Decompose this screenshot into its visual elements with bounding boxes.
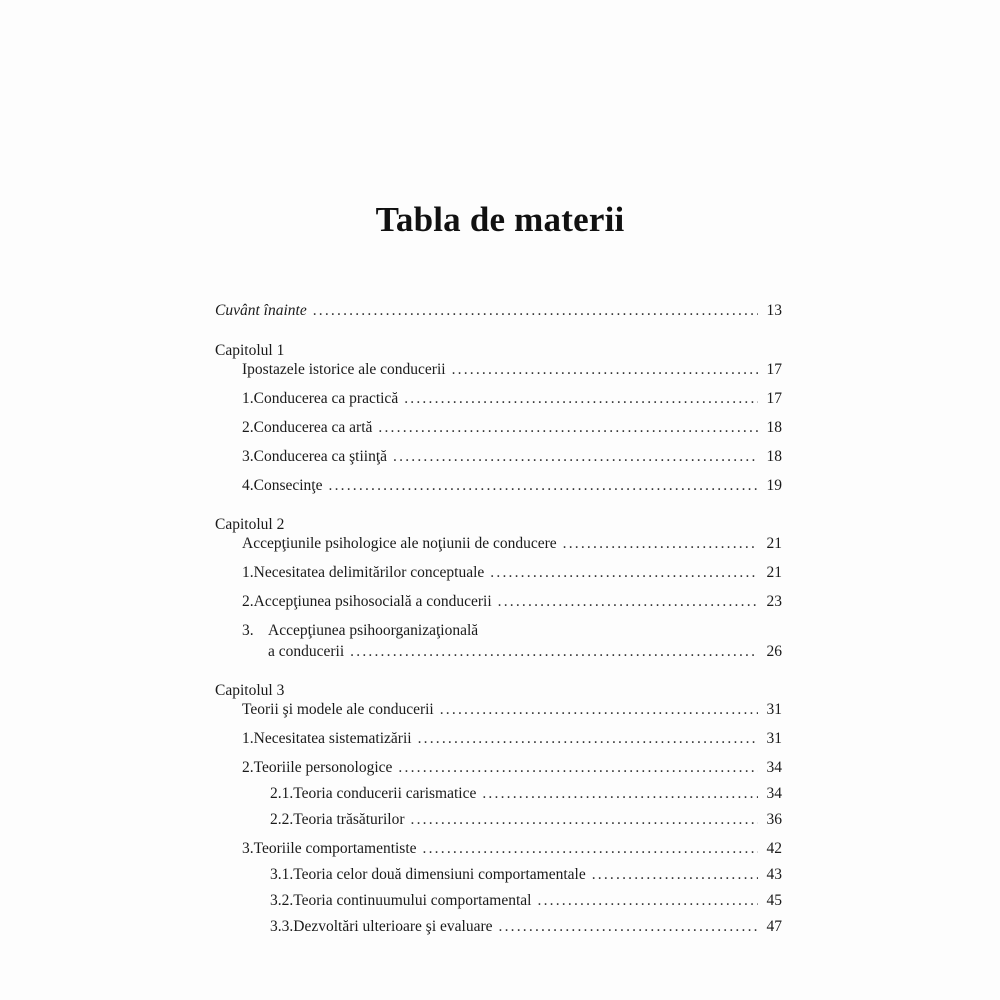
toc-entry [270, 917, 782, 937]
toc-entry-page: 34 [766, 759, 782, 776]
toc-entry-foreword [215, 301, 782, 321]
toc-entry-number: 3. [242, 622, 254, 639]
toc-entry-page: 26 [766, 643, 782, 660]
dot-leader [482, 784, 758, 804]
toc-entry [270, 865, 782, 885]
dot-leader [538, 891, 759, 911]
toc-entry-number: 2.1. [270, 785, 294, 802]
toc-entry-label: a conducerii [268, 643, 345, 660]
toc-entry-page: 31 [766, 701, 782, 718]
toc-entry-page: 18 [766, 448, 782, 465]
toc-entry-number: 1. [242, 390, 254, 407]
dot-leader [563, 534, 758, 554]
toc-entry-number: 1. [242, 564, 254, 581]
toc-entry-page: 42 [766, 840, 782, 857]
toc-entry-label: Teoria continuumului comportamental [293, 892, 532, 909]
toc-entry-label: Accepţiunea psihosocială a conducerii [253, 593, 492, 610]
chapter-heading: Capitolul 2 [215, 516, 285, 533]
dot-leader [423, 839, 758, 859]
toc-entry-page: 21 [766, 564, 782, 581]
toc-entry-label: Teoriile personologice [253, 759, 393, 776]
toc-entry [242, 592, 782, 612]
toc-entry [242, 447, 782, 467]
dot-leader [498, 592, 758, 612]
toc-entry-first-line [242, 621, 478, 641]
toc-entry-label: Accepţiunea psihoorganizaţională [268, 622, 479, 639]
toc-entry [242, 476, 782, 496]
toc-entry-label: Teoria conducerii carismatice [293, 785, 477, 802]
toc-entry-label: Conducerea ca ştiinţă [253, 448, 388, 465]
toc-entry-page: 47 [766, 918, 782, 935]
toc-entry-page: 18 [766, 419, 782, 436]
toc-entry [242, 729, 782, 749]
toc-entry-number: 3.3. [270, 918, 294, 935]
dot-leader [329, 476, 759, 496]
toc-entry-number: 2. [242, 593, 254, 610]
toc-entry-page: 43 [766, 866, 782, 883]
toc-entry [242, 389, 782, 409]
dot-leader [378, 418, 758, 438]
toc-entry-chapter-title [242, 360, 782, 380]
toc-entry-number: 3. [242, 448, 254, 465]
toc-entry-number: 4. [242, 477, 254, 494]
toc-entry-page: 21 [766, 535, 782, 552]
toc-entry-page: 17 [766, 390, 782, 407]
toc-entry [268, 642, 782, 662]
toc-entry-number: 3.1. [270, 866, 294, 883]
toc-entry-page: 17 [766, 361, 782, 378]
page-title: Tabla de materii [375, 200, 625, 239]
dot-leader [452, 360, 758, 380]
dot-leader [490, 563, 758, 583]
toc-entry-label: Accepţiunile psihologice ale noţiunii de conducere [242, 535, 557, 552]
dot-leader [592, 865, 758, 885]
dot-leader [440, 700, 758, 720]
toc-entry-label: Teoria celor două dimensiuni comportamentale [293, 866, 586, 883]
toc-entry-label: Teoriile comportamentiste [253, 840, 417, 857]
toc-entry-number: 3. [242, 840, 254, 857]
dot-leader [350, 642, 758, 662]
toc-entry-page: 23 [766, 593, 782, 610]
toc-entry-label: Conducerea ca practică [253, 390, 399, 407]
dot-leader [418, 729, 758, 749]
dot-leader [411, 810, 759, 830]
dot-leader [393, 447, 758, 467]
dot-leader [313, 301, 758, 321]
toc-entry-number: 2.2. [270, 811, 294, 828]
toc-entry-label: Dezvoltări ulterioare şi evaluare [293, 918, 493, 935]
toc-entry-page: 13 [766, 302, 782, 319]
toc-entry-chapter-title [242, 534, 782, 554]
dot-leader [499, 917, 759, 937]
toc-entry-page: 19 [766, 477, 782, 494]
toc-entry-page: 45 [766, 892, 782, 909]
dot-leader [398, 758, 758, 778]
toc-entry-page: 31 [766, 730, 782, 747]
toc-entry-chapter-title [242, 700, 782, 720]
toc-entry [242, 758, 782, 778]
toc-entry-number: 3.2. [270, 892, 294, 909]
toc-entry-label: Necesitatea delimitărilor conceptuale [253, 564, 485, 581]
toc-entry-number: 2. [242, 419, 254, 436]
toc-entry [242, 563, 782, 583]
chapter-heading: Capitolul 3 [215, 682, 285, 699]
toc-entry-label: Ipostazele istorice ale conducerii [242, 361, 446, 378]
toc-entry [242, 839, 782, 859]
toc-entry-label: Cuvânt înainte [215, 302, 307, 319]
toc-entry [270, 810, 782, 830]
toc-entry-page: 36 [766, 811, 782, 828]
toc-entry-label: Conducerea ca artă [253, 419, 373, 436]
toc-entry-label: Teorii şi modele ale conducerii [242, 701, 434, 718]
chapter-heading: Capitolul 1 [215, 342, 285, 359]
toc-entry-number: 2. [242, 759, 254, 776]
toc-entry-label: Teoria trăsăturilor [293, 811, 405, 828]
toc-entry [270, 784, 782, 804]
toc-entry-label: Consecinţe [253, 477, 323, 494]
toc-entry-number: 1. [242, 730, 254, 747]
dot-leader [404, 389, 758, 409]
toc-entry-page: 34 [766, 785, 782, 802]
toc-entry [242, 418, 782, 438]
toc-entry-label: Necesitatea sistematizării [253, 730, 412, 747]
toc-entry [270, 891, 782, 911]
